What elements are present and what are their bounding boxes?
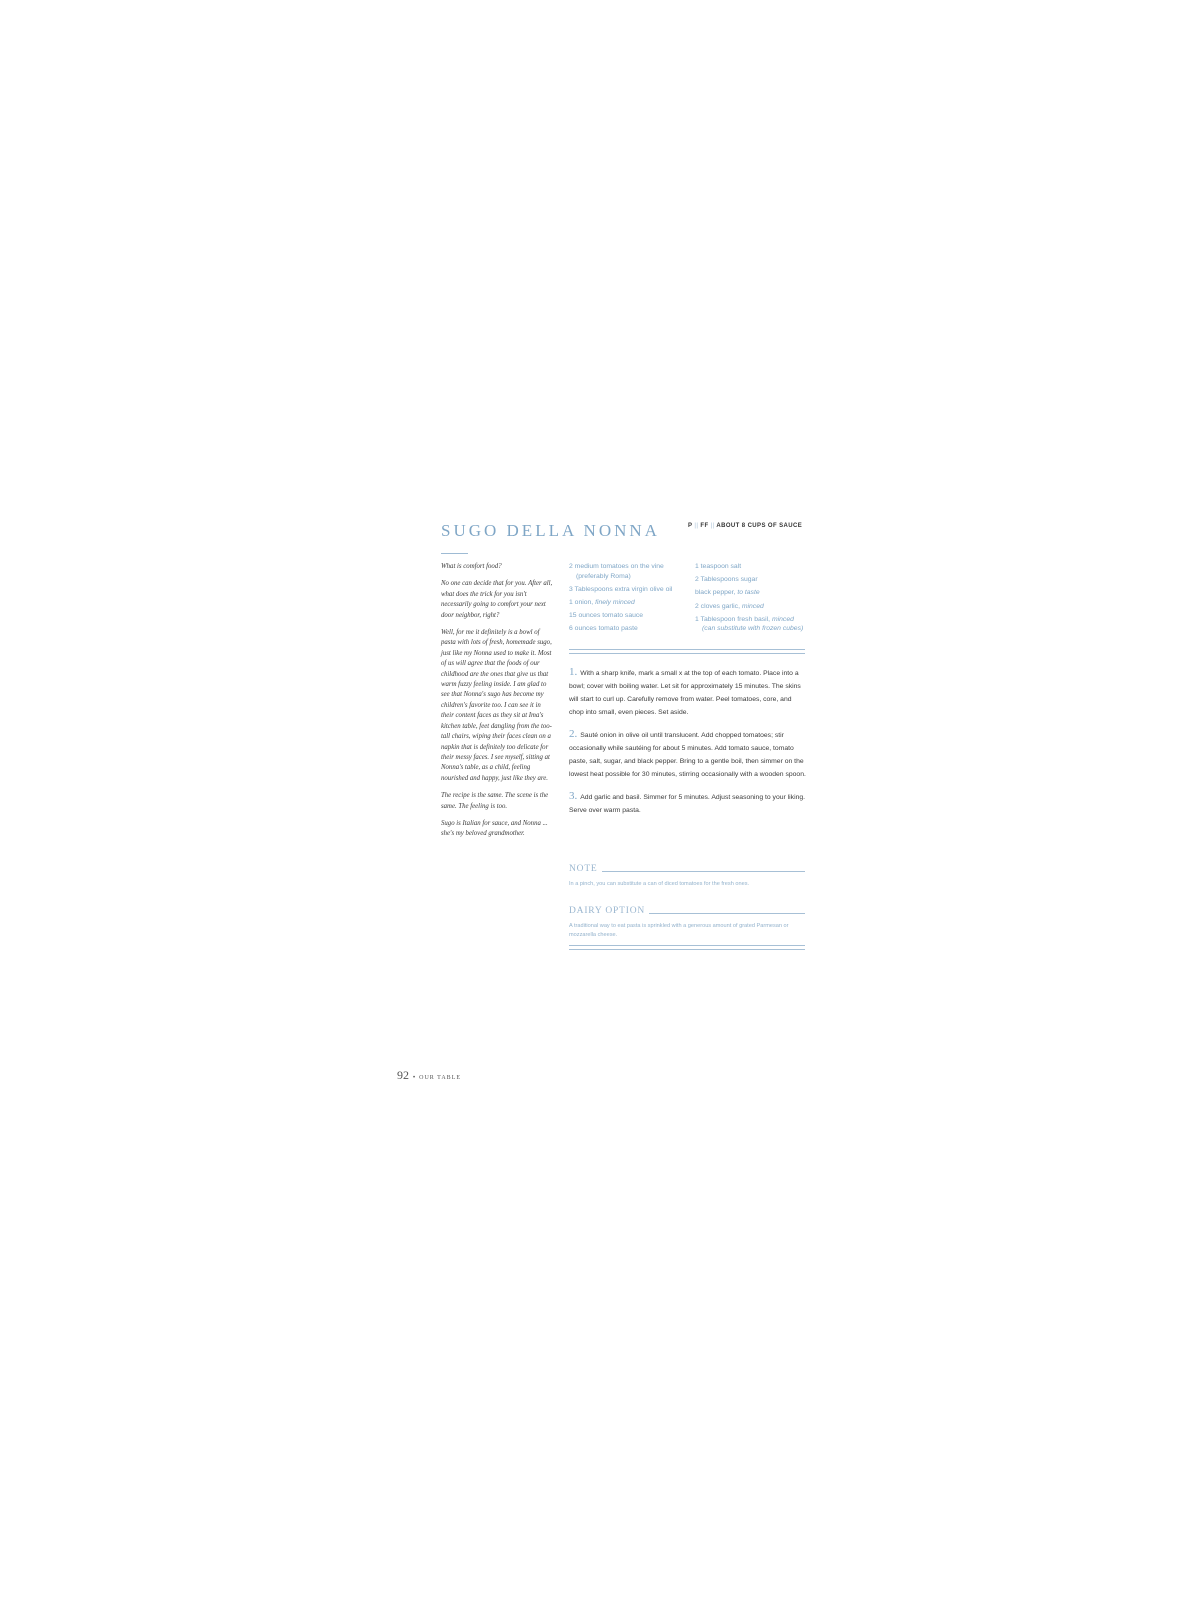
note-label: NOTE: [569, 864, 598, 874]
step-text: With a sharp knife, mark a small x at the top of each tomato. Place into a bowl; cover with boiling water. Let sit for approximately 15 minutes. The skins will start to curl up. Carefully remove from water. Peel tomatoes, core, and chop into small, even pieces. Set aside.: [569, 670, 801, 716]
tag-ff: FF: [700, 523, 709, 529]
step-3: [569, 790, 807, 817]
tag-separator: ||: [710, 523, 715, 529]
intro-paragraph: Sugo is Italian for sauce, and Nonna ... she's my beloved grandmother.: [441, 819, 548, 838]
page-footer: [397, 1068, 461, 1083]
intro-paragraph: The recipe is the same. The scene is the same. The feeling is too.: [441, 792, 549, 810]
ingredient-item: [695, 562, 807, 572]
intro-paragraph: Well, for me it definitely is a bowl of pasta with lots of fresh, homemade sugo, just like my Nonna used to make it. Most of us will agree that the foods of our childhood are the ones that give us that warm fuzzy feeling inside. I am glad to see that Nonna's sugo has become my children's favorite too. I can see it in their content faces as they sit at Ima's kitchen table, feet dangling from the too-tall chairs, wiping their faces clean on a napkin that is definitely too delicate for their messy faces. I see myself, sitting at Nonna's table, as a child, feeling nourished and happy, just like they are.: [441, 629, 552, 782]
footer-bullet: •: [413, 1075, 416, 1081]
ingredient-item: [569, 585, 695, 595]
dairy-option-rule: [649, 913, 805, 914]
ingredient-text: 1 teaspoon salt: [695, 563, 742, 570]
ingredient-text: 3 Tablespoons extra virgin olive oil: [569, 585, 673, 593]
ingredient-text: 1 onion,: [569, 598, 596, 606]
ingredient-item: [569, 598, 695, 608]
method-steps: [569, 666, 807, 826]
intro-column: [441, 562, 553, 847]
ingredient-text: 6 ounces tomato paste: [569, 625, 638, 633]
recipe-tags: [688, 523, 804, 529]
ingredient-item: [695, 615, 807, 634]
ingredient-item: [569, 562, 695, 581]
step-text: Sauté onion in olive oil until translucent. Add chopped tomatoes; stir occasionally while sautéing for about 5 minutes. Add tomato sauce, tomato paste, salt, sugar, and black pepper. Bring to a gentle boil, then simmer on the lowest heat possible for 30 minutes, stirring occasionally with a wooden spoon.: [569, 732, 806, 778]
book-title: OUR TABLE: [419, 1075, 462, 1081]
dairy-option-heading: [569, 906, 805, 916]
ingredient-text: 2 cloves garlic,: [695, 602, 742, 610]
tag-p: P: [688, 523, 693, 529]
ingredients-column-right: [695, 562, 807, 637]
tag-yield: ABOUT 8 CUPS OF SAUCE: [716, 523, 803, 529]
title-underline: [441, 553, 468, 554]
ingredient-item: [695, 602, 807, 612]
ingredients-divider: [569, 649, 805, 654]
step-text: Add garlic and basil. Simmer for 5 minutes. Adjust seasoning to your liking. Serve over warm pasta.: [569, 794, 806, 814]
recipe-title: SUGO DELLA NONNA: [441, 521, 660, 540]
ingredient-note: to taste: [737, 589, 760, 597]
ingredient-item: [569, 611, 695, 621]
note-heading: [569, 864, 805, 874]
ingredient-note: minced: [741, 602, 764, 610]
ingredient-text: 15 ounces tomato sauce: [569, 612, 644, 620]
note-rule: [602, 871, 805, 872]
ingredients-list: [569, 562, 807, 637]
ingredients-column-left: [569, 562, 695, 637]
step-number: 1.: [569, 666, 578, 678]
ingredient-text: 2 medium tomatoes on the vine (preferably Roma): [569, 563, 664, 580]
step-number: 3.: [569, 790, 578, 802]
step-1: [569, 666, 807, 719]
ingredient-text: 1 Tablespoon fresh basil,: [695, 615, 772, 623]
step-2: [569, 728, 807, 781]
ingredient-item: [695, 588, 807, 598]
dairy-option-text: A traditional way to eat pasta is sprinkled with a generous amount of grated Parmesan or mozzarella cheese.: [569, 923, 789, 938]
step-number: 2.: [569, 728, 578, 740]
intro-paragraph: No one can decide that for you. After all, what does the trick for you isn't necessarily going to comfort your next door neighbor, right?: [441, 580, 553, 619]
ingredient-text: black pepper,: [695, 589, 738, 597]
tag-separator: ||: [694, 523, 699, 529]
ingredient-item: [569, 624, 695, 634]
ingredient-text: 2 Tablespoons sugar: [695, 576, 758, 584]
ingredient-item: [695, 575, 807, 585]
dairy-option-label: DAIRY OPTION: [569, 906, 646, 916]
bottom-divider: [569, 945, 805, 950]
intro-paragraph: What is comfort food?: [441, 563, 502, 570]
ingredient-note: finely minced: [595, 598, 635, 606]
page-number: 92: [397, 1068, 409, 1082]
note-text: In a pinch, you can substitute a can of diced tomatoes for the fresh ones.: [569, 881, 750, 887]
ingredient-note: minced (can substitute with frozen cubes): [702, 615, 804, 633]
